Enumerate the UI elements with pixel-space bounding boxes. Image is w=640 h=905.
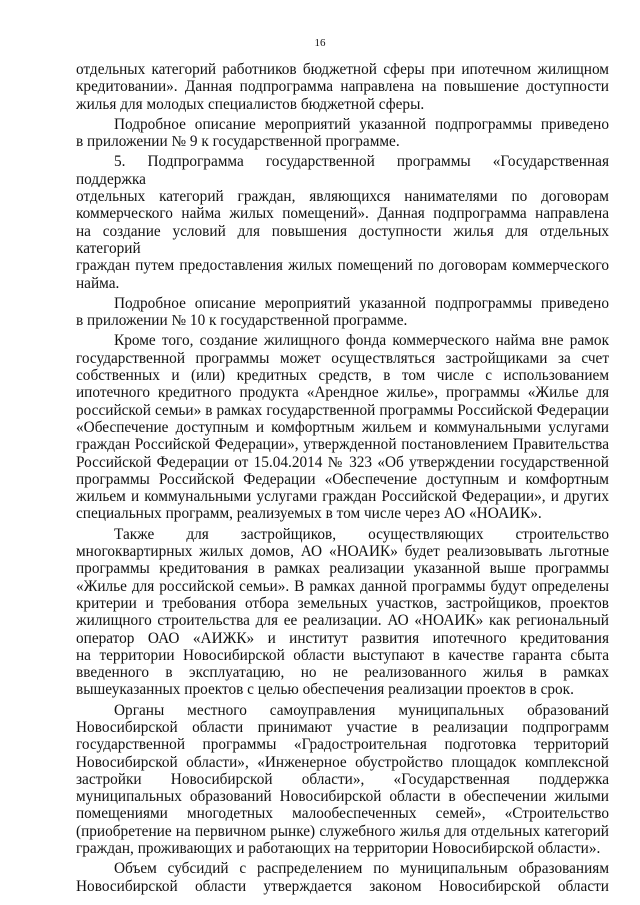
text-line: жильем и коммунальными услугами граждан Российской Федерации», и других: [76, 488, 609, 506]
text-line: Органы местного самоуправления муниципальных образований: [114, 701, 609, 719]
text-line: «Жилье для российской семьи». В рамках данной программы будут определены: [76, 577, 609, 595]
text-line: Новосибирской области принимают участие в реализации подпрограмм: [76, 718, 609, 736]
text-line: помещениями многодетных малообеспеченных семей», «Строительство: [76, 805, 609, 823]
text-line: на территории Новосибирской области выступают в качестве гаранта сбыта: [76, 646, 609, 664]
text-line: оператор ОАО «АИЖК» и институт развития ипотечного кредитования: [76, 629, 609, 647]
text-line: введенного в эксплуатацию, но не реализованного жилья в рамках: [76, 664, 609, 682]
text-line: Российской Федерации от 15.04.2014 № 323 «Об утверждении государственной: [76, 453, 609, 471]
text-line: Подробное описание мероприятий указанной подпрограммы приведено: [114, 115, 609, 133]
text-line: найма.: [76, 274, 120, 292]
document-body: [76, 61, 609, 895]
text-line: Новосибирской области утверждается законом Новосибирской области: [76, 877, 609, 895]
text-line: собственных и (или) кредитных средств, в том числе с использованием: [76, 367, 609, 385]
text-line: Объем субсидий с распределением по муниципальным образованиям: [114, 860, 609, 878]
text-line: граждан Российской Федерации», утвержденной постановлением Правительства: [76, 436, 609, 454]
text-line: граждан, проживающих и работающих на территории Новосибирской области».: [76, 840, 601, 858]
text-line: (приобретение на первичном рынке) служебного жилья для отдельных категорий: [76, 822, 609, 840]
text-line: застройки Новосибирской области», «Государственная поддержка: [76, 770, 609, 788]
text-line: 5. Подпрограмма государственной программы «Государственная поддержка: [76, 153, 609, 188]
text-line: Новосибирской области», «Инженерное обустройство площадок комплексной: [76, 753, 609, 771]
paragraph: [76, 332, 609, 522]
paragraph: [76, 702, 609, 858]
text-line: программы кредитования в рамках реализации указанной выше программы: [76, 560, 609, 578]
text-line: в приложении № 10 к государственной программе.: [76, 312, 408, 330]
text-line: государственной программы может осуществляться застройщиками за счет: [76, 349, 609, 367]
paragraph: [76, 860, 609, 895]
text-line: программы Российской Федерации «Обеспечение доступным и комфортным: [76, 470, 609, 488]
text-line: ипотечного кредитного продукта «Арендное жилье», программы «Жилье для: [76, 384, 609, 402]
paragraph: [76, 295, 609, 330]
text-line: критерии и требования отбора земельных участков, застройщиков, проектов: [76, 594, 609, 612]
text-line: Кроме того, создание жилищного фонда коммерческого найма вне рамок: [114, 332, 609, 350]
text-line: «Обеспечение доступным и комфортным жильем и коммунальными услугами: [76, 418, 609, 436]
text-line: жилья для молодых специалистов бюджетной сферы.: [76, 95, 425, 113]
text-line: Также для застройщиков, осуществляющих строительство: [114, 525, 609, 543]
text-line: граждан путем предоставления жилых помещений по договорам коммерческого: [76, 257, 609, 275]
text-line: государственной программы «Градостроительная подготовка территорий: [76, 736, 609, 754]
text-line: вышеуказанных проектов с целью обеспечения реализации проектов в срок.: [76, 681, 574, 699]
text-line: отдельных категорий граждан, являющихся нанимателями по договорам: [76, 188, 609, 206]
text-line: российской семьи» в рамках государственной программы Российской Федерации: [76, 401, 609, 419]
text-line: кредитовании». Данная подпрограмма направлена на повышение доступности: [76, 78, 609, 96]
page-number: 16: [314, 37, 326, 49]
text-line: многоквартирных жилых домов, АО «НОАИК» будет реализовывать льготные: [76, 543, 609, 561]
paragraph: [76, 116, 609, 151]
paragraph: [76, 61, 609, 113]
text-line: в приложении № 9 к государственной программе.: [76, 133, 400, 151]
paragraph: [76, 153, 609, 291]
text-line: коммерческого найма жилых помещений». Данная подпрограмма направлена: [76, 205, 609, 223]
text-line: Подробное описание мероприятий указанной подпрограммы приведено: [114, 294, 609, 312]
text-line: отдельных категорий работников бюджетной сферы при ипотечном жилищном: [76, 61, 609, 78]
text-line: жилищного строительства для ее реализации. АО «НОАИК» как региональный: [76, 612, 609, 630]
text-line: на создание условий для повышения доступности жилья для отдельных категорий: [76, 222, 609, 257]
text-line: муниципальных образований Новосибирской области в обеспечении жилыми: [76, 788, 609, 806]
text-line: специальных программ, реализуемых в том числе через АО «НОАИК».: [76, 505, 542, 523]
paragraph: [76, 526, 609, 699]
